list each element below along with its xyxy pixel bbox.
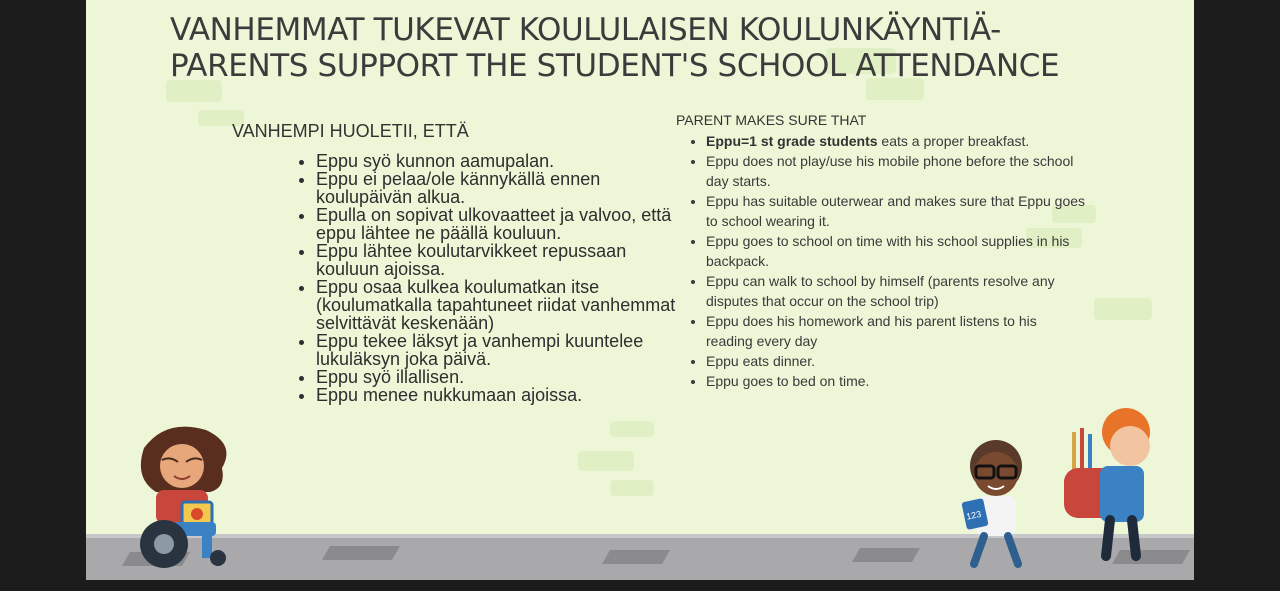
list-item: • Eppu goes to bed on time. [706, 371, 1086, 391]
list-item: • Eppu can walk to school by himself (parents resolve any disputes that occur on the school trip) [706, 271, 1086, 311]
page-title [170, 12, 1170, 84]
decor-blob [610, 421, 654, 437]
english-heading: PARENT MAKES SURE THAT [676, 112, 867, 128]
list-item [706, 131, 1086, 151]
decor-blob [578, 451, 634, 471]
english-list [676, 131, 1086, 391]
list-item: • Epulla on sopivat ulkovaatteet ja valvoo, että eppu lähtee ne päällä kouluun. [316, 206, 676, 242]
girl-wheelchair-illustration [126, 418, 246, 570]
list-item-rest: eats a proper breakfast. [877, 133, 1030, 149]
boy-with-backpack-illustration [1056, 402, 1166, 562]
slide [86, 0, 1194, 580]
list-item: • Eppu syö illallisen. [316, 368, 676, 386]
finnish-heading: VANHEMPI HUOLETII, ETTÄ [232, 121, 469, 141]
book-label: 123 [965, 508, 983, 522]
list-item: • Eppu lähtee koulutarvikkeet repussaan kouluun ajoissa. [316, 242, 676, 278]
sidewalk-tile [322, 546, 400, 560]
list-item: • Eppu tekee läksyt ja vanhempi kuuntelee lukuläksyn joka päivä. [316, 332, 676, 368]
list-item: • Eppu does his homework and his parent listens to his reading every day [706, 311, 1086, 351]
list-item: • Eppu syö kunnon aamupalan. [316, 152, 676, 170]
list-item: • Eppu goes to school on time with his school supplies in his backpack. [706, 231, 1086, 271]
title-line-english: PARENTS SUPPORT THE STUDENT'S SCHOOL ATTENDANCE [170, 48, 1060, 84]
list-item: • Eppu has suitable outerwear and makes sure that Eppu goes to school wearing it. [706, 191, 1086, 231]
list-item: • Eppu ei pelaa/ole kännykällä ennen koulupäivän alkua. [316, 170, 676, 206]
decor-blob [610, 480, 654, 496]
title-line-finnish: VANHEMMAT TUKEVAT KOULULAISEN KOULUNKÄYNTIÄ- [170, 12, 1001, 48]
boy-with-book-illustration [954, 436, 1038, 572]
list-item: • Eppu osaa kulkea koulumatkan itse (koulumatkalla tapahtuneet riidat vanhemmat selvittävät keskenään) [316, 278, 676, 332]
list-item-bold: Eppu=1 st grade students [706, 133, 878, 149]
decor-blob [1094, 298, 1152, 320]
list-item: • Eppu does not play/use his mobile phone before the school day starts. [706, 151, 1086, 191]
list-item: • Eppu menee nukkumaan ajoissa. [316, 386, 676, 404]
finnish-list [282, 152, 676, 404]
list-item: • Eppu eats dinner. [706, 351, 1086, 371]
sidewalk-tile [852, 548, 920, 562]
sidewalk-tile [602, 550, 670, 564]
